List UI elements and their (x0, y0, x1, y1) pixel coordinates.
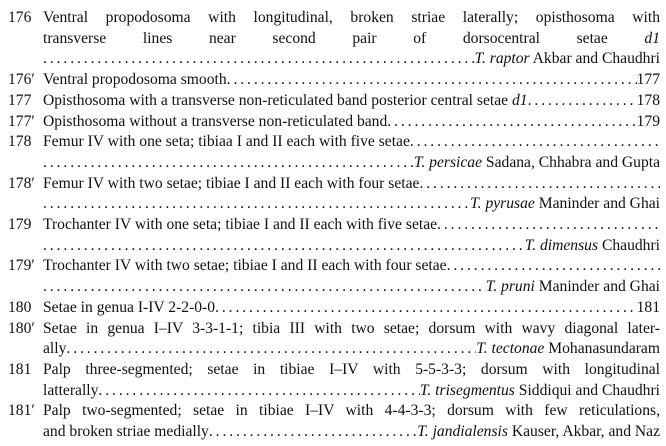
couplet-number: 177 (8, 91, 32, 109)
couplet-number: 176′ (8, 71, 35, 89)
taxon-author: Siddiqui and Chaudhri (518, 381, 660, 399)
goto-couplet: 179 (636, 112, 660, 130)
couplet-text-line2: ally (43, 340, 67, 358)
key-entry-181 (8, 360, 660, 401)
couplet-number: 177′ (8, 112, 35, 130)
taxon-author: Sadana, Chhabra and Gupta (485, 153, 660, 171)
couplet-text: Trochanter IV with two setae; tibiae I and II each with four setae (43, 257, 447, 275)
key-entry-180-alt (8, 319, 660, 360)
key-entry-176-alt (8, 70, 660, 91)
couplet-text-line (43, 215, 660, 236)
taxon-author: Chaudhri (601, 236, 660, 254)
dot-leader (209, 422, 417, 443)
couplet-result-line (43, 277, 660, 298)
key-entry-179-alt (8, 256, 660, 297)
couplet-text: Femur IV with two setae; tibiae I and II each with four setae (43, 174, 420, 192)
dot-leader (43, 153, 414, 174)
couplet-text: Ventral propodosoma with longitudinal, broken striae laterally; opisthosoma with (43, 9, 660, 26)
couplet-number: 180 (8, 298, 32, 316)
dot-leader (437, 215, 660, 236)
seta-label: d1 (644, 29, 660, 47)
couplet-result-line (43, 91, 660, 112)
couplet-result-line (43, 112, 660, 133)
dot-leader (43, 236, 525, 257)
couplet-result-line (43, 153, 660, 174)
couplet-body (43, 8, 660, 70)
dot-leader (215, 298, 637, 319)
key-entry-177-alt (8, 112, 660, 133)
key-entry-181-alt (8, 401, 660, 442)
couplet-number: 181 (8, 360, 32, 378)
couplet-text: Femur IV with one seta; tibiaa I and II each with five setae (43, 133, 410, 151)
taxon-author: Kauser, Akbar, and Naz (511, 423, 660, 441)
dot-leader (227, 70, 637, 91)
key-entry-177 (8, 91, 660, 112)
seta-label: d1 (511, 91, 528, 109)
couplet-number: 176 (8, 9, 32, 26)
key-entry-180 (8, 298, 660, 319)
dot-leader (43, 277, 486, 298)
couplet-text-line (43, 174, 660, 195)
dot-leader (43, 49, 474, 70)
couplet-text-line (43, 132, 660, 153)
couplet-number: 179′ (8, 257, 35, 275)
couplet-text: Opisthosoma without a transverse non-reticulated band (43, 112, 388, 130)
dot-leader (43, 194, 470, 215)
goto-couplet: 178 (636, 91, 660, 109)
taxon-author: Mohanasundaram (548, 340, 660, 358)
taxon-author: Akbar and Chaudhri (532, 50, 660, 68)
couplet-number: 179 (8, 216, 32, 234)
couplet-number: 178 (8, 133, 32, 151)
key-entry-178 (8, 132, 660, 173)
taxon-author: Maninder and Ghai (538, 195, 660, 213)
goto-couplet: 177 (636, 71, 660, 89)
couplet-text-line2: and broken striae medially (43, 423, 209, 441)
dot-leader (387, 112, 636, 133)
couplet-text-line2: transverse lines near second pair of dorsocentral setae d1 (43, 29, 660, 47)
couplet-number: 178′ (8, 174, 35, 192)
dot-leader (66, 339, 476, 360)
taxon-author: Maninder and Ghai (538, 278, 660, 296)
couplet-result-line (43, 381, 660, 402)
taxon-name: T. persicae (413, 153, 483, 171)
taxon-name: T. pruni (485, 278, 535, 296)
dot-leader (410, 132, 660, 153)
key-entry-176 (8, 8, 660, 70)
couplet-number: 181′ (8, 402, 35, 420)
taxon-name: T. dimensus (524, 236, 599, 254)
couplet-text-line2: latterally (43, 381, 99, 399)
dot-leader (447, 256, 660, 277)
couplet-result-line (43, 422, 660, 443)
couplet-text: Trochanter IV with one seta; tibiae I and II each with five setae (43, 216, 438, 234)
taxon-name: T. jandialensis (417, 423, 508, 441)
key-entry-179 (8, 215, 660, 256)
couplet-text: Palp three-segmented; setae in tibiae I–IV with 5-5-3-3; dorsum with longitudinal (43, 360, 660, 378)
couplet-number: 180′ (8, 319, 35, 337)
couplet-text: Setae in genua I-IV 2-2-0-0 (43, 298, 216, 316)
couplet-result-line (43, 339, 660, 360)
couplet-text: Setae in genua I–IV 3-3-1-1; tibia III with two setae; dorsum with wavy diagonal later- (43, 319, 660, 337)
taxon-name: T. trisegmentus (419, 381, 515, 399)
couplet-result-line (43, 70, 660, 91)
goto-couplet: 181 (636, 298, 660, 316)
couplet-text: Ventral propodosoma smooth (43, 71, 227, 89)
couplet-result-line (43, 194, 660, 215)
couplet-result-line (43, 236, 660, 257)
couplet-text-line (43, 256, 660, 277)
taxon-name: T. tectonae (476, 340, 545, 358)
couplet-result-line (43, 298, 660, 319)
couplet-result-line (43, 49, 660, 70)
taxon-name: T. pyrusae (470, 195, 535, 213)
dot-leader (98, 381, 419, 402)
dot-leader (528, 91, 637, 112)
couplet-text: Opisthosoma with a transverse non-reticulated band posterior central setae (43, 91, 509, 109)
couplet-text: Palp two-segmented; setae in tibiae I–IV with 4-4-3-3; dorsum with few reticulations, (43, 402, 660, 420)
key-entry-178-alt (8, 174, 660, 215)
dot-leader (419, 174, 660, 195)
taxon-name: T. raptor (474, 50, 530, 68)
